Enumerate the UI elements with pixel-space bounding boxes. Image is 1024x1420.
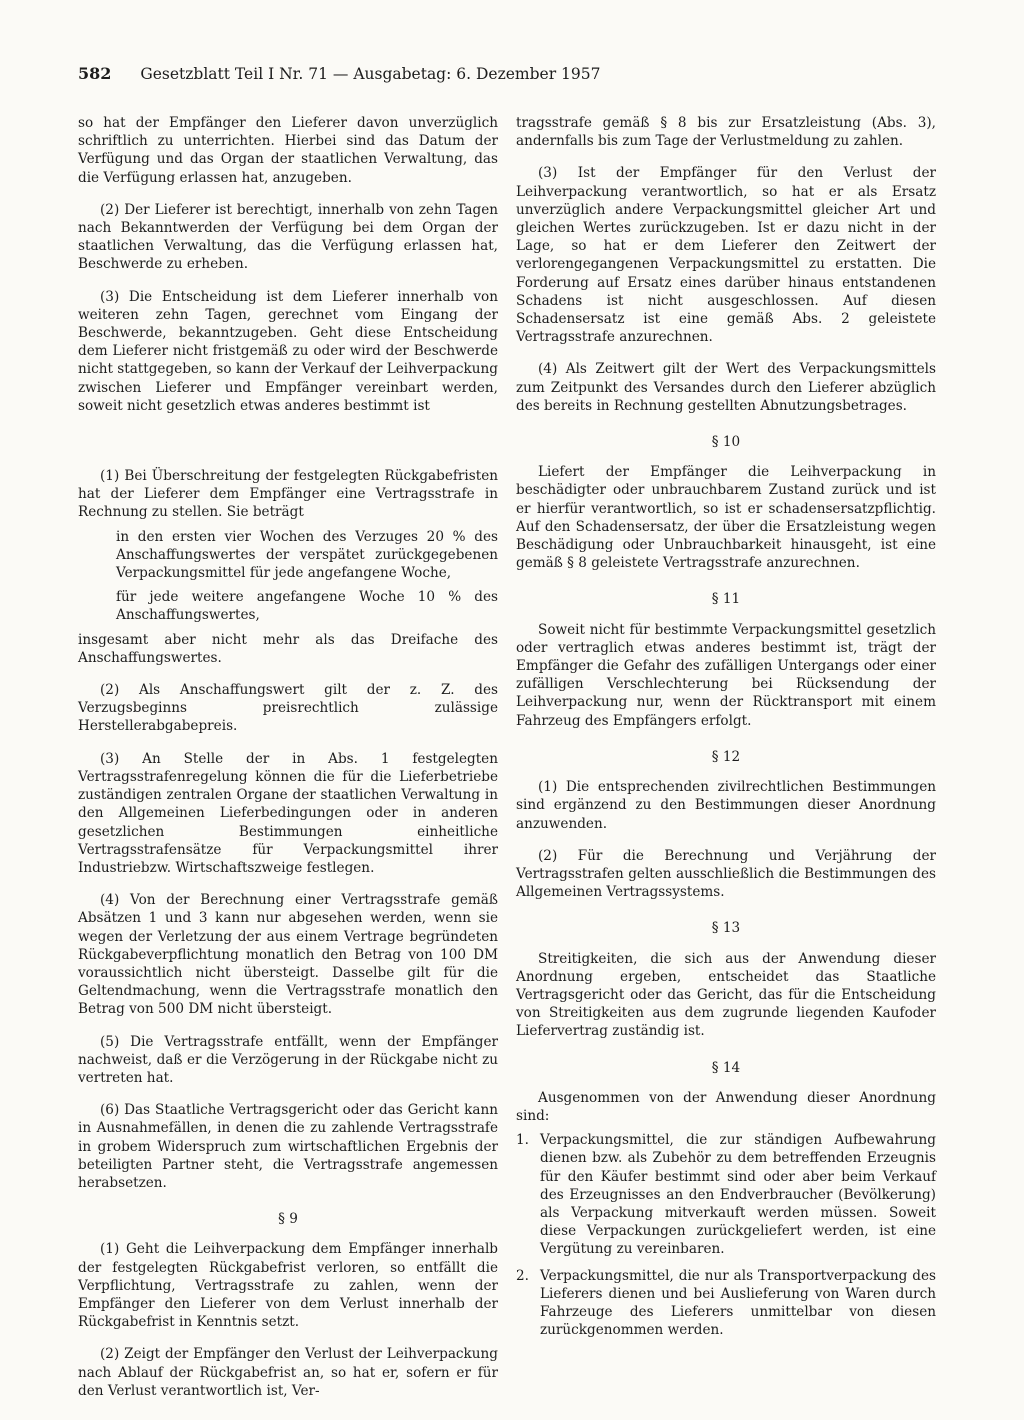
paragraph: tragsstrafe gemäß § 8 bis zur Ersatzleistung (Abs. 3), andernfalls bis zum Tage der Verlustmeldung zu zahlen. [516,115,936,150]
right-column [516,114,936,1347]
paragraph: Ausgenommen von der Anwendung dieser Anordnung sind: [516,1089,936,1124]
list-item [516,1267,936,1340]
list-number: 1. [516,1132,529,1149]
list-number: 2. [516,1267,529,1284]
paragraph: (2) Als Anschaffungswert gilt der z. Z. des Verzugsbeginns preisrechtlich zulässige Herstellerabgabepreis. [78,682,498,735]
paragraph: insgesamt aber nicht mehr als das Dreifache des Anschaffungswertes. [78,631,498,666]
paragraph: (6) Das Staatliche Vertragsgericht oder das Gericht kann in Ausnahmefällen, in denen die zu zahlende Vertragsstrafe in grobem Widerspruch zum wirtschaftlichen Ergebnis der beteiligten Partner steht, die Vertragsstrafe angemessen herabsetzen. [78,1102,498,1191]
paragraph: (2) Für die Berechnung und Verjährung der Vertragsstrafen gelten ausschließlich die Bestimmungen des Allgemeinen Vertragssystems. [516,847,936,901]
section-heading: § 13 [711,920,741,937]
section-heading: § 10 [711,434,741,451]
paragraph: Soweit nicht für bestimmte Verpackungsmittel gesetzlich oder vertraglich etwas anderes bestimmt ist, trägt der Empfänger die Gefahr des zufälligen Untergangs oder einer zufälligen Verschlechterung bei Rücksendung der Leihverpackung nur, wenn der Rücktransport mit einem Fahrzeug des Empfängers erfolgt. [516,621,936,729]
paragraph: so hat der Empfänger den Lieferer davon unverzüglich schriftlich zu unterrichten. Hierbei sind das Datum der Verfügung und das Organ der staatlichen Verwaltung, das die Verfügung erlassen hat, anzugeben. [78,115,498,186]
exception-list [516,1131,936,1339]
paragraph: (3) Ist der Empfänger für den Verlust der Leihverpackung verantwortlich, so hat er als Ersatz unverzüglich andere Verpackungsmittel gleicher Art und gleichen Wertes zurückzugeben. Ist er dazu nicht in der Lage, so hat er dem Lieferer den Zeitwert der verlorengegangenen Verpackungsmittel zu erstatten. Die Forderung auf Ersatz eines darüber hinaus entstandenen Schadens ist nicht ausgeschlossen. Auf diesen Schadensersatz ist eine gemäß Abs. 2 geleistete Vertragsstrafe anzurechnen. [516,165,936,346]
paragraph: (4) Von der Berechnung einer Vertragsstrafe gemäß Absätzen 1 und 3 kann nur abgesehen werden, wenn sie wegen der Verletzung der aus einem Vertrage begründeten Rückgabeverpflichtung monatlich den Betrag von 100 DM voraussichtlich nicht übersteigt. Dasselbe gilt für die Geltendmachung, wenn die Vertragsstrafe monatlich den Betrag von 500 DM nicht übersteigt. [78,892,498,1018]
paragraph: (2) Zeigt der Empfänger den Verlust der Leihverpackung nach Ablauf der Rückgabefrist an, so hat er, sofern er für den Verlust verantwortlich ist, Ver- [78,1346,498,1399]
list-text: Verpackungsmittel, die nur als Transportverpackung des Lieferers dienen und bei Auslieferung von Waren durch Fahrzeuge des Lieferers unmittelbar von diesen zurückgenommen werden. [540,1267,936,1339]
left-column [78,114,498,1414]
list-item [516,1131,936,1258]
page-number: 582 [78,64,112,83]
section-heading: § 12 [711,748,741,765]
list-text: Verpackungsmittel, die zur ständigen Aufbewahrung dienen bzw. als Zubehör zu dem betreffenden Erzeugnis für den Käufer bestimmt sind oder aber beim Verkauf des Erzeugnisses an den Endverbraucher (Bevölkerung) als Verpackung mitverkauft werden müssen. Soweit diese Verpackungen zurückgeliefert werden, ist eine Vergütung zu vereinbaren. [540,1132,936,1258]
paragraph: (3) An Stelle der in Abs. 1 festgelegten Vertragsstrafenregelung können die für die Lieferbetriebe zuständigen zentralen Organe der staatlichen Verwaltung in den Allgemeinen Lieferbedingungen oder in anderen gesetzlichen Bestimmungen einheitliche Vertragsstrafensätze für Verpackungsmittel ihrer Industriebzw. Wirtschaftszweige festlegen. [78,750,498,876]
paragraph: (5) Die Vertragsstrafe entfällt, wenn der Empfänger nachweist, daß er die Verzögerung in der Rückgabe nicht zu vertreten hat. [78,1033,498,1086]
paragraph-indented: für jede weitere angefangene Woche 10 % des Anschaffungswertes, [116,589,498,624]
blank-space [78,429,498,467]
paragraph: (1) Die entsprechenden zivilrechtlichen Bestimmungen sind ergänzend zu den Bestimmungen dieser Anordnung anzuwenden. [516,779,936,832]
section-heading: § 11 [711,591,741,608]
paragraph: Liefert der Empfänger die Leihverpackung in beschädigter oder unbrauchbarem Zustand zurück und ist er hierfür verantwortlich, so ist er schadensersatzpflichtig. Auf den Schadensersatz, der über die Ersatzleistung wegen Beschädigung oder Unbrauchbarkeit hinausgeht, ist eine gemäß § 8 geleistete Vertragsstrafe anzurechnen. [516,464,936,572]
paragraph: (4) Als Zeitwert gilt der Wert des Verpackungsmittels zum Zeitpunkt des Versandes durch den Lieferer abzüglich des bereits in Rechnung gestellten Abnutzungsbetrages. [516,361,936,414]
paragraph: (2) Der Lieferer ist berechtigt, innerhalb von zehn Tagen nach Bekanntwerden der Verfügung bei dem Organ der staatlichen Verwaltung, das die Verfügung erlassen hat, Beschwerde zu erheben. [78,201,498,273]
page-header [78,64,778,84]
section-heading: § 14 [711,1059,741,1076]
paragraph: (3) Die Entscheidung ist dem Lieferer innerhalb von weiteren zehn Tagen, gerechnet vom Eingang der Beschwerde, bekanntzugeben. Geht diese Entscheidung dem Lieferer nicht fristgemäß zu oder wird der Beschwerde nicht stattgegeben, so kann der Verkauf der Leihverpackung zwischen Lieferer und Empfänger vereinbart werden, soweit nicht gesetzlich etwas anderes bestimmt ist [78,288,498,414]
paragraph: (1) Bei Überschreitung der festgelegten Rückgabefristen hat der Lieferer dem Empfänger eine Vertragsstrafe in Rechnung zu stellen. Sie beträgt [78,468,498,521]
section-heading: § 9 [278,1211,298,1228]
paragraph: Streitigkeiten, die sich aus der Anwendung dieser Anordnung ergeben, entscheidet das Staatliche Vertragsgericht oder das Gericht, das für die Entscheidung von Streitigkeiten aus dem zugrunde liegenden Kaufoder Liefervertrag zuständig ist. [516,950,936,1040]
header-title: Gesetzblatt Teil I Nr. 71 — Ausgabetag: 6. Dezember 1957 [140,65,601,83]
paragraph-indented: in den ersten vier Wochen des Verzuges 20 % des Anschaffungswertes der verspätet zurückgegebenen Verpackungsmittel für jede angefangene Woche, [116,528,498,582]
paragraph: (1) Geht die Leihverpackung dem Empfänger innerhalb der festgelegten Rückgabefrist verloren, so entfällt die Verpflichtung, Vertragsstrafe zu zahlen, wenn der Empfänger den Lieferer von dem Verlust innerhalb der Rückgabefrist in Kenntnis setzt. [78,1241,498,1331]
